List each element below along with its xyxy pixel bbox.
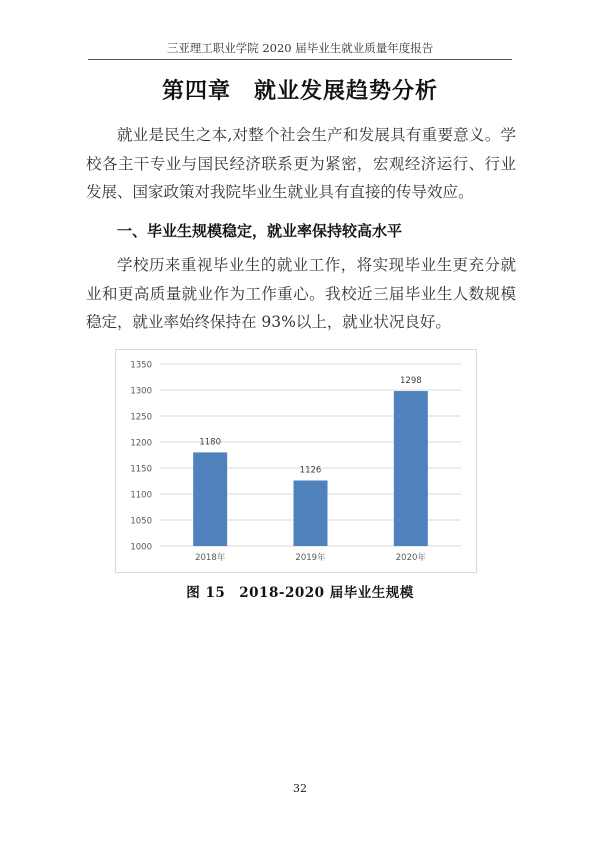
y-tick-label: 1150 bbox=[130, 464, 152, 475]
figure-caption: 图 15 2018-2020 届毕业生规模 bbox=[186, 585, 414, 601]
bar-chart bbox=[115, 349, 477, 573]
page-header: 三亚理工职业学院 2020 届毕业生就业质量年度报告 bbox=[88, 40, 512, 60]
y-tick-label: 1300 bbox=[130, 386, 152, 397]
y-tick-label: 1000 bbox=[130, 542, 152, 553]
y-tick-label: 1200 bbox=[130, 438, 152, 449]
bar bbox=[394, 391, 428, 546]
y-tick-label: 1350 bbox=[130, 360, 152, 371]
x-tick-label: 2020年 bbox=[395, 553, 426, 563]
intro-paragraph: 就业是民生之本,对整个社会生产和发展具有重要意义。学校各主干专业与国民经济联系更为紧密，宏观经济运行、行业发展、国家政策对我院毕业生就业具有直接的传导效应。 bbox=[86, 126, 516, 201]
section-paragraph: 学校历来重视毕业生的就业工作，将实现毕业生更充分就业和更高质量就业作为工作重心。我校近三届毕业生人数规模稳定，就业率始终保持在 93%以上，就业状况良好。 bbox=[86, 256, 516, 331]
data-label: 1180 bbox=[199, 437, 221, 448]
y-tick-label: 1250 bbox=[130, 412, 152, 423]
data-label: 1298 bbox=[400, 376, 422, 387]
x-tick-label: 2018年 bbox=[195, 553, 226, 563]
page-number: 32 bbox=[293, 782, 307, 795]
section-heading: 一、毕业生规模稳定，就业率保持较高水平 bbox=[117, 222, 403, 240]
y-tick-label: 1100 bbox=[130, 490, 152, 501]
bar bbox=[193, 452, 227, 546]
chapter-title: 第四章 就业发展趋势分析 bbox=[161, 78, 438, 104]
bar bbox=[294, 480, 328, 546]
bar-chart-svg bbox=[116, 350, 476, 572]
data-label: 1126 bbox=[299, 465, 322, 476]
x-tick-label: 2019年 bbox=[295, 553, 326, 563]
y-tick-label: 1050 bbox=[130, 516, 152, 527]
